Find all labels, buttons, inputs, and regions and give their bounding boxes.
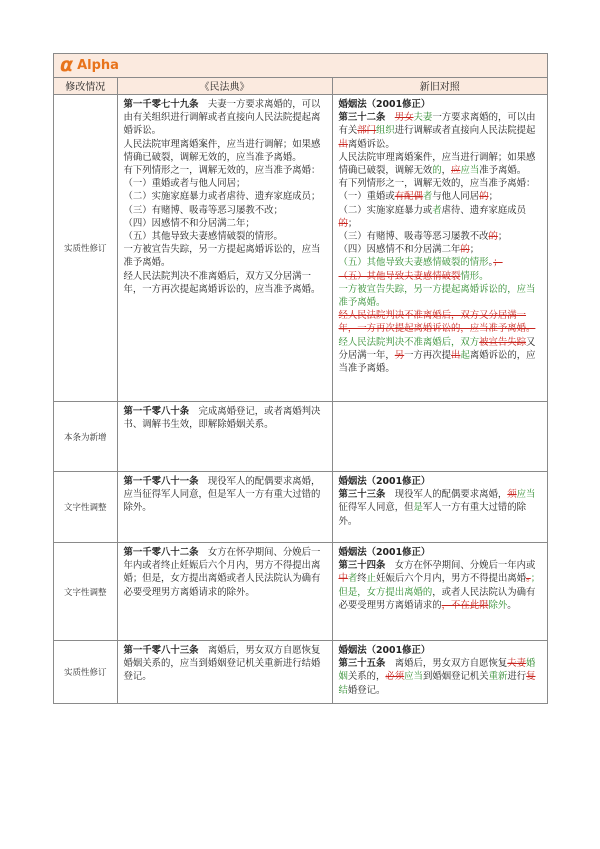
deleted-text: 出 <box>338 138 348 150</box>
paragraph <box>124 475 328 515</box>
article-number: 第三十五条 <box>338 658 386 670</box>
comparison-text <box>332 402 547 472</box>
deleted-text: 须 <box>507 489 517 501</box>
paragraph <box>339 230 544 243</box>
paragraph <box>339 283 544 309</box>
added-text: 者 <box>422 191 433 203</box>
text-segment: 离婚后，男女双方自愿恢复 <box>385 658 508 670</box>
source-law-heading: 婚姻法（2001修正） <box>338 476 431 487</box>
paragraph <box>124 230 328 243</box>
paragraph <box>124 644 328 684</box>
text-segment: 人民法院审理离婚案件，应当进行调解；如果感情确已破裂，调解无效的，应当准予离婚。 <box>123 138 321 163</box>
paragraph <box>339 151 544 177</box>
paragraph <box>339 204 544 230</box>
text-segment: ； <box>488 191 498 203</box>
deleted-text: （五）其他导致夫妻感情破裂 <box>338 270 461 282</box>
added-text: 组织 <box>376 125 395 137</box>
deleted-text: ，不在此限 <box>441 599 489 611</box>
paragraph <box>339 309 544 335</box>
paragraph <box>124 190 328 203</box>
brand-name: Alpha <box>77 58 119 73</box>
deleted-text: ； <box>493 257 503 269</box>
paragraph <box>339 644 544 657</box>
deleted-text: 应 <box>451 165 461 177</box>
text-segment: ； <box>497 231 508 243</box>
header-comparison: 新旧对照 <box>332 78 547 95</box>
revision-status: 文字性调整 <box>54 543 117 641</box>
text-segment: 离婚诉讼的，应当准予离婚。 <box>338 349 536 375</box>
text-segment <box>385 112 394 123</box>
revision-status: 文字性调整 <box>54 472 117 543</box>
text-segment: ，或者人民法院认为确有必要受理男方离婚请求的 <box>338 586 536 611</box>
text-segment: 女方在怀孕期间、分娩后一年内或 <box>385 560 536 572</box>
article-number: 第一千零八十三条 <box>123 645 199 656</box>
added-text: 是 <box>413 502 423 514</box>
added-text: 的 <box>432 165 442 177</box>
text-segment: 离婚诉讼。 <box>347 138 395 150</box>
paragraph <box>339 270 544 283</box>
deleted-text: 有配偶 <box>394 191 423 203</box>
text-segment: 有下列情形之一，调解无效的，应当准予离婚： <box>338 178 536 190</box>
text-segment: 经人民法院判决不准离婚后，双方又分居满一年，一方再次提起离婚诉讼的，应当准予离婚。 <box>123 270 321 295</box>
text-segment: （二）实施家庭暴力或 <box>338 204 433 216</box>
source-law-heading: 婚姻法（2001修正） <box>338 99 431 110</box>
deleted-text: 。 <box>526 573 531 585</box>
header-civil-code: 《民法典》 <box>117 78 332 95</box>
paragraph <box>339 111 544 151</box>
text-segment: 进行调解或者直接向人民法院提起 <box>394 125 536 137</box>
article-number: 第一千零八十条 <box>123 406 190 417</box>
added-text: 经人民法院判决不准离婚后，双方 <box>338 336 480 348</box>
revision-status: 本条为新增 <box>54 402 117 472</box>
paragraph <box>124 270 328 296</box>
added-text: 应当 <box>404 671 423 683</box>
paragraph <box>339 190 544 203</box>
added-text: 情形。 <box>460 270 489 282</box>
paragraph <box>124 243 328 269</box>
table-row <box>54 641 547 703</box>
deleted-text: 的 <box>338 217 348 229</box>
text-segment: 军人一方有重大过错的除外。 <box>338 502 527 527</box>
deleted-text: 中 <box>338 573 348 585</box>
deleted-text: 部门 <box>357 125 377 137</box>
civil-code-text <box>117 402 332 472</box>
text-segment: 婚登记。 <box>347 684 386 696</box>
text-segment: 与他人同居 <box>432 191 480 203</box>
revision-status: 实质性修订 <box>54 641 117 703</box>
added-text: （五）其他导致夫妻感情破裂的 <box>338 257 470 269</box>
revision-status: 实质性修订 <box>54 95 117 402</box>
text-segment: （一）重婚或者与他人同居； <box>123 178 246 190</box>
civil-code-text <box>117 472 332 543</box>
text-segment: 现役军人的配偶要求离婚， <box>385 489 508 501</box>
article-number: 第三十四条 <box>338 560 386 572</box>
deleted-text: 经人民法院判决不准离婚后，双方又分居满一年，一方再次提起离婚诉讼的，应当准予离婚。 <box>338 310 536 335</box>
added-text: 起 <box>460 349 470 361</box>
paragraph <box>339 336 544 376</box>
paragraph <box>124 217 328 230</box>
header-row <box>54 78 547 95</box>
article-number: 第三十三条 <box>338 489 386 501</box>
paragraph <box>124 405 328 431</box>
paragraph <box>124 98 328 138</box>
paragraph <box>339 559 544 612</box>
civil-code-text <box>117 641 332 703</box>
text-segment: 完成离婚登记，或者离婚判决书、调解书生效，即解除婚姻关系。 <box>123 406 321 431</box>
text-segment: 妊娠后六个月内，男方不得提出离婚 <box>376 573 527 585</box>
paragraph <box>124 546 328 599</box>
text-segment: 一方被宣告失踪，另一方提起离婚诉讼的，应当准予离婚。 <box>123 244 321 269</box>
added-text: 者 <box>347 573 358 585</box>
deleted-text: 被宣告失踪 <box>479 336 527 348</box>
brand-bar <box>54 54 547 78</box>
added-text: 止 <box>366 573 377 585</box>
text-segment: （一）重婚或 <box>338 191 395 203</box>
paragraph <box>124 164 328 177</box>
added-text: 应当 <box>516 489 536 501</box>
text-segment: （四）因感情不和分居满二年 <box>338 244 461 256</box>
text-segment: 女方在怀孕期间、分娩后一年内或者终止妊娠后六个月内，男方不得提出离婚；但是，女方提出离婚或者人民法院认为确有必要受理男方离婚请求的除外。 <box>123 547 321 598</box>
comparison-text <box>332 641 547 703</box>
deleted-text: 出 <box>451 349 461 361</box>
text-segment: 现役军人的配偶要求离婚，应当征得军人同意，但是军人一方有重大过错的除外。 <box>123 476 321 514</box>
text-segment: （二）实施家庭暴力或者虐待、遗弃家庭成员； <box>123 191 321 203</box>
text-segment: 有下列情形之一，调解无效的，应当准予离婚： <box>123 165 321 177</box>
article-number: 第三十二条 <box>338 112 386 124</box>
comparison-sheet <box>53 53 548 704</box>
paragraph <box>339 256 544 269</box>
added-text: 夫妻 <box>413 112 433 124</box>
text-segment: 又分居满一年， <box>338 336 536 361</box>
deleted-text: 必须 <box>385 671 405 683</box>
paragraph <box>339 177 544 190</box>
added-text: 除外 <box>488 599 508 611</box>
deleted-text: 的 <box>488 231 498 243</box>
deleted-text: 的 <box>479 191 489 203</box>
article-number: 第一千零八十一条 <box>123 476 199 487</box>
text-segment: 虐待、遗弃家庭成员 <box>441 204 527 216</box>
deleted-text: 另 <box>394 349 405 361</box>
civil-code-text <box>117 543 332 641</box>
comparison-table <box>54 78 547 703</box>
added-text: 重新 <box>488 671 508 683</box>
civil-code-text <box>117 95 332 402</box>
text-segment: 一方要求离婚的，可以由有关 <box>338 112 536 137</box>
text-segment: 进行 <box>507 671 527 683</box>
paragraph <box>124 204 328 217</box>
text-segment: ； <box>469 244 480 256</box>
text-segment: 准予离婚。 <box>479 165 527 177</box>
text-segment: 一方再次提 <box>404 349 452 361</box>
paragraph <box>339 546 544 559</box>
added-text: 结 <box>338 684 348 696</box>
added-text: 者 <box>432 204 442 216</box>
paragraph <box>339 98 544 111</box>
text-segment: ， <box>441 165 452 177</box>
text-segment: （五）其他导致夫妻感情破裂的情形。 <box>123 231 283 243</box>
comparison-text <box>332 95 547 402</box>
alpha-logo-icon: α <box>60 54 74 76</box>
text-segment: （三）有赌博、吸毒等恶习屡教不改； <box>123 204 283 216</box>
text-segment: 离婚后，男女双方自愿恢复婚姻关系的，应当到婚姻登记机关重新进行结婚登记。 <box>123 645 321 683</box>
text-segment: 征得军人同意，但 <box>338 502 414 514</box>
comparison-text <box>332 543 547 641</box>
deleted-text: 夫妻 <box>507 658 527 670</box>
added-text: 情形 <box>469 257 489 269</box>
header-status: 修改情况 <box>54 78 117 95</box>
text-segment: 人民法院审理离婚案件，应当进行调解；如果感情确已破裂，调解无效 <box>338 151 536 177</box>
source-law-heading: 婚姻法（2001修正） <box>338 645 431 656</box>
text-segment: 。 <box>488 257 494 269</box>
text-segment: 夫妻一方要求离婚的，可以由有关组织进行调解或者直接向人民法院提起离婚诉讼。 <box>123 99 321 137</box>
table-row <box>54 95 547 402</box>
article-number: 第一千零七十九条 <box>123 99 199 110</box>
paragraph <box>339 475 544 488</box>
added-text: 女方提出离婚的 <box>366 586 433 598</box>
text-segment: 。 <box>507 599 517 611</box>
table-row <box>54 402 547 472</box>
table-row <box>54 543 547 641</box>
added-text: 一方被宣告失踪，另一方提起离婚诉讼的，应当准予离婚。 <box>338 283 536 309</box>
deleted-text: 的 <box>460 244 470 256</box>
text-segment: 关系的， <box>347 671 386 683</box>
text-segment: （三）有赌博、吸毒等恶习屡教不改 <box>338 231 489 243</box>
paragraph <box>124 177 328 190</box>
paragraph <box>339 243 544 256</box>
article-number: 第一千零八十二条 <box>123 547 199 558</box>
deleted-text: 复 <box>526 671 536 683</box>
added-text: 应当 <box>460 165 480 177</box>
paragraph <box>339 488 544 528</box>
paragraph <box>124 138 328 164</box>
text-segment: ； <box>347 217 358 229</box>
paragraph <box>339 657 544 697</box>
deleted-text: 男女 <box>394 112 414 124</box>
added-text: ；但是， <box>338 573 541 598</box>
added-text: 婚姻 <box>338 658 536 683</box>
comparison-text <box>332 472 547 543</box>
text-segment: 终 <box>357 573 367 585</box>
text-segment: 到婚姻登记机关 <box>422 671 489 683</box>
source-law-heading: 婚姻法（2001修正） <box>338 547 431 558</box>
table-row <box>54 472 547 543</box>
text-segment: （四）因感情不和分居满二年； <box>123 217 255 229</box>
